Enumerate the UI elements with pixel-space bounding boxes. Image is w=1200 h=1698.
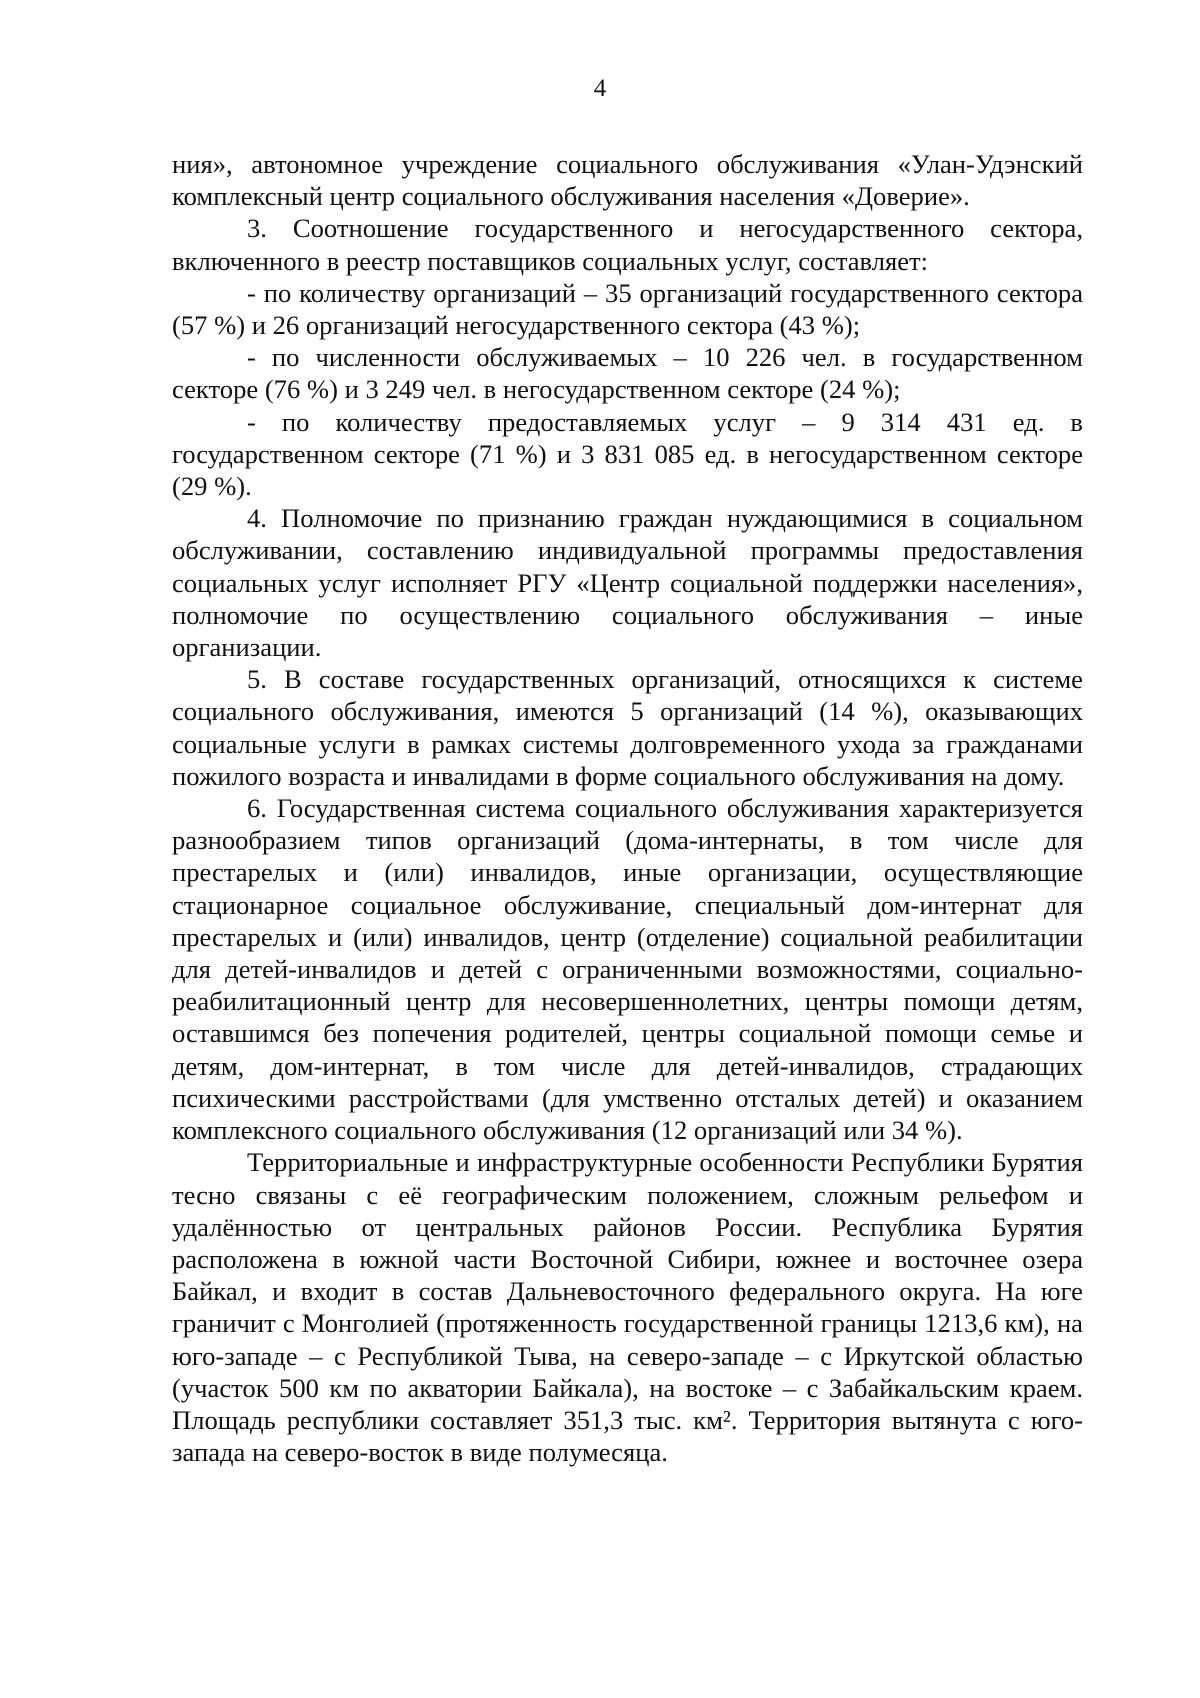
paragraph-services-count: - по количеству предоставляемых услуг – 9 314 431 ед. в государственном секторе (71 %) и 3 831 085 ед. в негосударственном секторе (29 %). [172, 406, 1083, 502]
paragraph-item-4: 4. Полномочие по признанию граждан нуждающимися в социальном обслуживании, составлению индивидуальной программы предоставления социальных услуг исполняет РГУ «Центр социальной поддержки населения», полномочие по осуществлению социального обслуживания – иные организации. [172, 503, 1083, 663]
paragraph-served-count: - по численности обслуживаемых – 10 226 чел. в государственном секторе (76 %) и 3 249 чел. в негосударственном секторе (24 %); [172, 342, 1083, 405]
paragraph-item-3: 3. Соотношение государственного и негосударственного сектора, включенного в реестр поставщиков социальных услуг, составляет: [172, 213, 1083, 276]
paragraph-territory: Территориальные и инфраструктурные особенности Республики Бурятия тесно связаны с её географическим положением, сложным рельефом и удалённостью от центральных районов России. Республика Бурятия расположена в южной части Восточной Сибири, южнее и восточнее озера Байкал, и входит в состав Дальневосточного федерального округа. На юге граничит с Монголией (протяженность государственной границы 1213,6 км), на юго-западе – с Республикой Тыва, на северо-западе – с Иркутской областью (участок 500 км по акватории Байкала), на востоке – с Забайкальским краем. Площадь республики составляет 351,3 тыс. км². Территория вытянута с юго-запада на северо-восток в виде полумесяца. [172, 1147, 1083, 1468]
paragraph-organizations-count: - по количеству организаций – 35 организаций государственного сектора (57 %) и 26 организаций негосударственного сектора (43 %); [172, 277, 1083, 341]
page-number: 4 [593, 75, 607, 102]
paragraph-item-5: 5. В составе государственных организаций, относящихся к системе социального обслуживания, имеются 5 организаций (14 %), оказывающих социальные услуги в рамках системы долговременного ухода за гражданами пожилого возраста и инвалидами в форме социального обслуживания на дому. [172, 664, 1083, 791]
document-body [172, 148, 1083, 1468]
paragraph-continuation: ния», автономное учреждение социального обслуживания «Улан-Удэнский комплексный центр социального обслуживания населения «Доверие». [172, 149, 1083, 212]
paragraph-item-6: 6. Государственная система социального обслуживания характеризуется разнообразием типов организаций (дома-интернаты, в том числе для престарелых и (или) инвалидов, иные организации, осуществляющие стационарное социальное обслуживание, специальный дом-интернат для престарелых и (или) инвалидов, центр (отделение) социальной реабилитации для детей-инвалидов и детей с ограниченными возможностями, социально-реабилитационный центр для несовершеннолетних, центры помощи детям, оставшимся без попечения родителей, центры социальной помощи семье и детям, дом-интернат, в том числе для детей-инвалидов, страдающих психическими расстройствами (для умственно отсталых детей) и оказанием комплексного социального обслуживания (12 организаций или 34 %). [172, 793, 1083, 1146]
